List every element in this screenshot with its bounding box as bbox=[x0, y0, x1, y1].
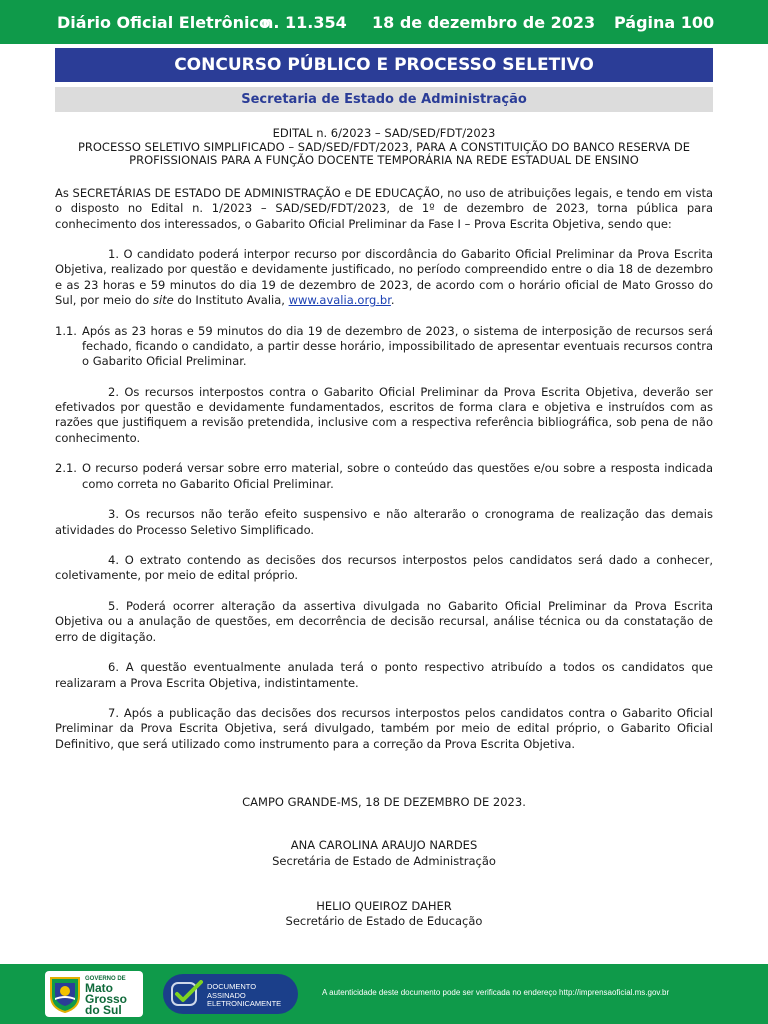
subsection-title: Secretaria de Estado de Administração bbox=[55, 87, 713, 112]
item-2-1-paragraph bbox=[55, 461, 713, 492]
checkmark-icon bbox=[171, 980, 203, 1008]
item-1-1-text: Após as 23 horas e 59 minutos do dia 19 de dezembro de 2023, o sistema de interposição de recursos será fechado, ficando o candidato, a partir desse horário, impossibilitado de apresentar eventuais recursos contra o Gabarito Oficial Preliminar. bbox=[82, 323, 713, 369]
item-1-text: 1. O candidato poderá interpor recurso por discordância do Gabarito Oficial Preliminar da Prova Escrita Objetiva, realizado por questão e devidamente justificado, no período compreendido entre o dia 18 de dezembro e as 23 horas e 59 minutos do dia 19 de dezembro de 2023, de acordo com o horário oficial de Mato Grosso do Sul, por meio do bbox=[55, 247, 713, 308]
journal-number: n. 11.354 bbox=[262, 13, 347, 32]
coat-of-arms-icon bbox=[49, 974, 81, 1014]
item-1-text-end: . bbox=[390, 293, 395, 308]
top-header-bar bbox=[0, 0, 768, 44]
footer-bar bbox=[0, 964, 768, 1024]
ms-government-logo bbox=[45, 971, 143, 1017]
item-2-paragraph: 2. Os recursos interpostos contra o Gabarito Oficial Preliminar da Prova Escrita Objetiva, deverão ser efetivados por questão e devidamente fundamentados, escritos de forma clara e objetiva e instruídos com as razões que justifiquem a revisão pretendida, inclusive com a respectiva referência bibliográfica, sob pena de não conhecimento. bbox=[55, 384, 713, 445]
badge-line-3: ELETRONICAMENTE bbox=[207, 999, 282, 1008]
place-date: CAMPO GRANDE-MS, 18 DE DEZEMBRO DE 2023. bbox=[242, 795, 526, 809]
avalia-link[interactable]: www.avalia.org.br bbox=[288, 293, 391, 308]
logo-wordmark bbox=[85, 976, 141, 1016]
edital-line-3: PROFISSIONAIS PARA A FUNÇÃO DOCENTE TEMPORÁRIA NA REDE ESTADUAL DE ENSINO bbox=[129, 153, 639, 167]
item-1-1-paragraph bbox=[55, 323, 713, 370]
item-7-paragraph: 7. Após a publicação das decisões dos recursos interpostos pelos candidatos contra o Gabarito Oficial Preliminar da Prova Escrita Objetiva, será divulgado, também por meio de edital próprio, o Gabarito Oficial Definitivo, que será utilizado como instrumento para a correção da Prova Escrita Objetiva. bbox=[55, 706, 713, 751]
document-body bbox=[55, 186, 713, 767]
item-5-paragraph: 5. Poderá ocorrer alteração da assertiva divulgada no Gabarito Oficial Preliminar da Prova Escrita Objetiva ou a anulação de questões, em decorrência de decisão recursal, análise técnica ou da constatação de erro de digitação. bbox=[55, 599, 713, 644]
logo-line-1: Mato bbox=[85, 981, 113, 995]
edital-line-1: EDITAL n. 6/2023 – SAD/SED/FDT/2023 bbox=[272, 126, 496, 140]
badge-text bbox=[207, 983, 295, 1009]
signer-2-name: HELIO QUEIROZ DAHER bbox=[316, 898, 452, 913]
edital-line-2: PROCESSO SELETIVO SIMPLIFICADO – SAD/SED/FDT/2023, PARA A CONSTITUIÇÃO DO BANCO RESERVA DE bbox=[77, 139, 691, 154]
journal-date: 18 de dezembro de 2023 bbox=[372, 13, 596, 32]
item-1-italic: site bbox=[152, 293, 174, 308]
item-2-1-label: 2.1. bbox=[55, 461, 77, 476]
authenticity-notice: A autenticidade deste documento pode ser verificada no endereço http://imprensaoficial.ms.gov.br bbox=[322, 988, 670, 997]
intro-paragraph: As SECRETÁRIAS DE ESTADO DE ADMINISTRAÇÃO e DE EDUCAÇÃO, no uso de atribuições legais, e tendo em vista o disposto no Edital n. 1/2023 – SAD/SED/FDT/2023, de 1º de dezembro de 2023, torna pública para conhecimento dos interessados, o Gabarito Oficial Preliminar da Fase I – Prova Escrita Objetiva, sendo que: bbox=[55, 186, 713, 231]
item-4-paragraph: 4. O extrato contendo as decisões dos recursos interpostos pelos candidatos será dado a conhecer, coletivamente, por meio de edital próprio. bbox=[55, 553, 713, 583]
logo-line-2: Grosso bbox=[85, 992, 128, 1006]
logo-line-3: do Sul bbox=[85, 1003, 122, 1017]
journal-name: Diário Oficial Eletrônico bbox=[57, 13, 270, 32]
logo-small-text: GOVERNO DE bbox=[85, 976, 126, 982]
signature-block bbox=[55, 795, 713, 929]
section-title: CONCURSO PÚBLICO E PROCESSO SELETIVO bbox=[55, 48, 713, 82]
item-1-1-label: 1.1. bbox=[55, 323, 77, 338]
badge-line-2: ASSINADO bbox=[207, 990, 246, 1000]
electronic-signature-badge bbox=[163, 974, 298, 1014]
item-2-1-text: O recurso poderá versar sobre erro material, sobre o conteúdo das questões e/ou sobre a resposta indicada como correta no Gabarito Oficial Preliminar. bbox=[82, 461, 713, 491]
edital-heading bbox=[40, 127, 728, 168]
signer-2-role: Secretário de Estado de Educação bbox=[285, 914, 483, 929]
item-1-paragraph bbox=[55, 247, 713, 308]
signer-1-name: ANA CAROLINA ARAUJO NARDES bbox=[290, 838, 478, 853]
signer-1-role: Secretária de Estado de Administração bbox=[272, 853, 496, 868]
page-number: Página 100 bbox=[614, 13, 715, 32]
item-3-paragraph: 3. Os recursos não terão efeito suspensivo e não alterarão o cronograma de realização das demais atividades do Processo Seletivo Simplificado. bbox=[55, 507, 713, 537]
badge-line-1: DOCUMENTO bbox=[207, 982, 257, 991]
item-6-paragraph: 6. A questão eventualmente anulada terá o ponto respectivo atribuído a todos os candidatos que realizaram a Prova Escrita Objetiva, indistintamente. bbox=[55, 660, 713, 690]
item-1-text-middle: do Instituto Avalia, bbox=[173, 293, 289, 308]
